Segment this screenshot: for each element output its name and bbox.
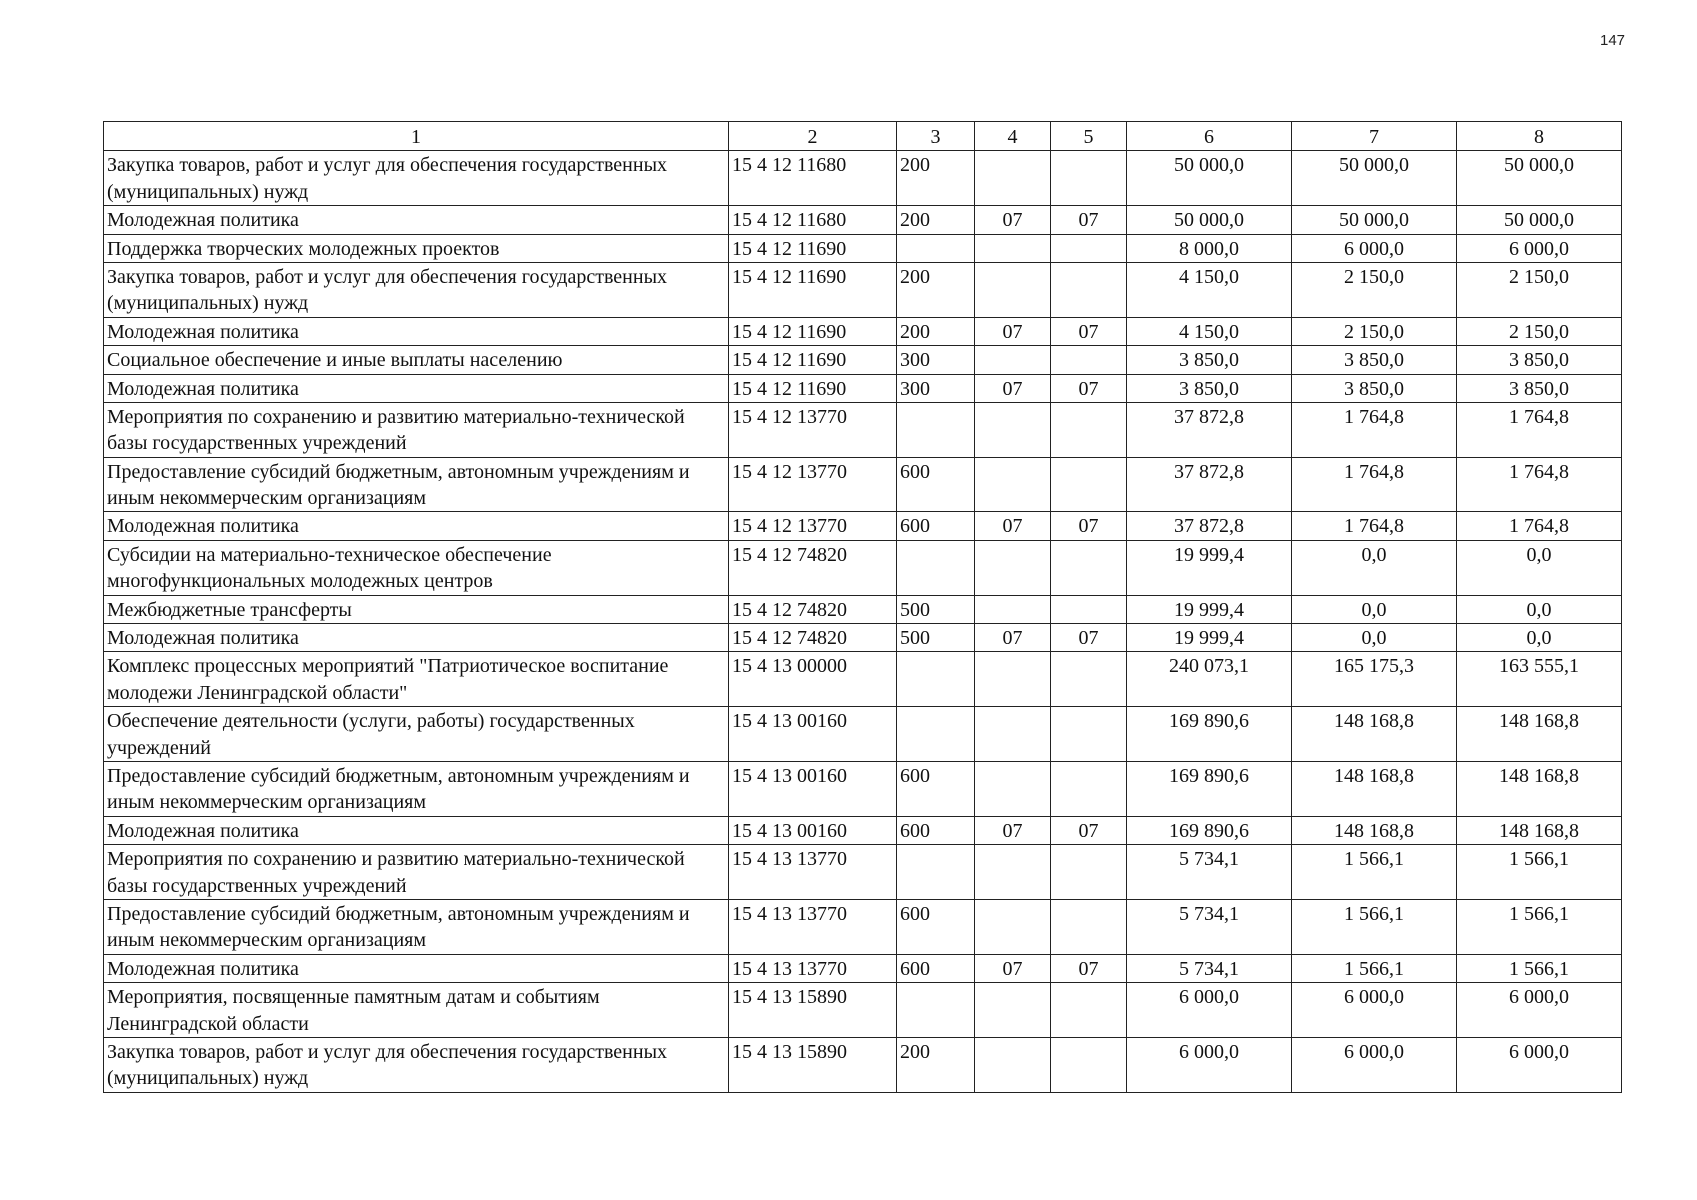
table-row <box>104 652 1622 707</box>
table-row <box>104 151 1622 206</box>
expense-type-cell <box>897 845 975 900</box>
table-row <box>104 262 1622 317</box>
amount-col6-cell: 169 890,6 <box>1127 707 1292 762</box>
amount-col6-cell: 5 734,1 <box>1127 954 1292 982</box>
row-name-cell: Молодежная политика <box>104 512 729 540</box>
subsection-cell <box>1051 262 1127 317</box>
section-cell: 07 <box>975 206 1051 234</box>
subsection-cell: 07 <box>1051 374 1127 402</box>
amount-col7-cell: 1 764,8 <box>1292 512 1457 540</box>
table-row <box>104 540 1622 595</box>
subsection-cell: 07 <box>1051 624 1127 652</box>
table-row <box>104 234 1622 262</box>
amount-col8-cell: 1 764,8 <box>1457 402 1622 457</box>
subsection-cell: 07 <box>1051 317 1127 345</box>
row-name-cell: Социальное обеспечение и иные выплаты населению <box>104 346 729 374</box>
header-cell: 4 <box>975 122 1051 151</box>
amount-col8-cell: 6 000,0 <box>1457 234 1622 262</box>
section-cell <box>975 652 1051 707</box>
amount-col7-cell: 3 850,0 <box>1292 346 1457 374</box>
amount-col7-cell: 6 000,0 <box>1292 983 1457 1038</box>
amount-col7-cell: 50 000,0 <box>1292 206 1457 234</box>
subsection-cell <box>1051 402 1127 457</box>
amount-col7-cell: 148 168,8 <box>1292 707 1457 762</box>
amount-col7-cell: 1 764,8 <box>1292 402 1457 457</box>
amount-col7-cell: 1 566,1 <box>1292 954 1457 982</box>
amount-col6-cell: 8 000,0 <box>1127 234 1292 262</box>
amount-col7-cell: 148 168,8 <box>1292 816 1457 844</box>
amount-col8-cell: 0,0 <box>1457 624 1622 652</box>
amount-col7-cell: 165 175,3 <box>1292 652 1457 707</box>
amount-col7-cell: 1 566,1 <box>1292 899 1457 954</box>
amount-col7-cell: 6 000,0 <box>1292 234 1457 262</box>
subsection-cell <box>1051 151 1127 206</box>
table-row <box>104 707 1622 762</box>
amount-col7-cell: 0,0 <box>1292 624 1457 652</box>
amount-col8-cell: 3 850,0 <box>1457 374 1622 402</box>
row-name-cell: Молодежная политика <box>104 954 729 982</box>
table-row <box>104 816 1622 844</box>
subsection-cell <box>1051 761 1127 816</box>
section-cell <box>975 1037 1051 1092</box>
table-row <box>104 457 1622 512</box>
amount-col8-cell: 50 000,0 <box>1457 151 1622 206</box>
target-code-cell: 15 4 12 13770 <box>729 512 897 540</box>
amount-col8-cell: 1 764,8 <box>1457 457 1622 512</box>
subsection-cell <box>1051 845 1127 900</box>
amount-col7-cell: 0,0 <box>1292 595 1457 623</box>
expense-type-cell <box>897 234 975 262</box>
amount-col8-cell: 6 000,0 <box>1457 983 1622 1038</box>
amount-col8-cell: 1 566,1 <box>1457 954 1622 982</box>
amount-col7-cell: 6 000,0 <box>1292 1037 1457 1092</box>
row-name-cell: Молодежная политика <box>104 374 729 402</box>
amount-col8-cell: 2 150,0 <box>1457 262 1622 317</box>
row-name-cell: Закупка товаров, работ и услуг для обеспечения государственных (муниципальных) нужд <box>104 262 729 317</box>
amount-col8-cell: 148 168,8 <box>1457 816 1622 844</box>
section-cell: 07 <box>975 512 1051 540</box>
table-row <box>104 1037 1622 1092</box>
amount-col6-cell: 19 999,4 <box>1127 595 1292 623</box>
expense-type-cell: 200 <box>897 151 975 206</box>
expense-type-cell: 200 <box>897 1037 975 1092</box>
budget-table <box>103 121 1622 1093</box>
target-code-cell: 15 4 12 11680 <box>729 151 897 206</box>
amount-col7-cell: 148 168,8 <box>1292 761 1457 816</box>
amount-col6-cell: 19 999,4 <box>1127 540 1292 595</box>
subsection-cell <box>1051 1037 1127 1092</box>
subsection-cell: 07 <box>1051 206 1127 234</box>
row-name-cell: Мероприятия по сохранению и развитию материально-технической базы государственных учреждений <box>104 845 729 900</box>
row-name-cell: Молодежная политика <box>104 206 729 234</box>
amount-col8-cell: 163 555,1 <box>1457 652 1622 707</box>
expense-type-cell: 200 <box>897 206 975 234</box>
subsection-cell <box>1051 457 1127 512</box>
expense-type-cell: 500 <box>897 624 975 652</box>
expense-type-cell <box>897 540 975 595</box>
expense-type-cell: 200 <box>897 262 975 317</box>
amount-col8-cell: 1 566,1 <box>1457 899 1622 954</box>
subsection-cell <box>1051 346 1127 374</box>
table-row <box>104 402 1622 457</box>
expense-type-cell <box>897 402 975 457</box>
target-code-cell: 15 4 12 11690 <box>729 262 897 317</box>
amount-col6-cell: 169 890,6 <box>1127 816 1292 844</box>
amount-col6-cell: 169 890,6 <box>1127 761 1292 816</box>
target-code-cell: 15 4 13 15890 <box>729 1037 897 1092</box>
table-row <box>104 317 1622 345</box>
section-cell: 07 <box>975 816 1051 844</box>
expense-type-cell <box>897 983 975 1038</box>
section-cell: 07 <box>975 624 1051 652</box>
row-name-cell: Предоставление субсидий бюджетным, автономным учреждениям и иным некоммерческим организациям <box>104 899 729 954</box>
row-name-cell: Субсидии на материально-техническое обеспечение многофункциональных молодежных центров <box>104 540 729 595</box>
header-cell: 1 <box>104 122 729 151</box>
section-cell <box>975 899 1051 954</box>
amount-col6-cell: 50 000,0 <box>1127 151 1292 206</box>
amount-col6-cell: 19 999,4 <box>1127 624 1292 652</box>
subsection-cell: 07 <box>1051 816 1127 844</box>
section-cell <box>975 983 1051 1038</box>
target-code-cell: 15 4 12 11690 <box>729 346 897 374</box>
amount-col6-cell: 37 872,8 <box>1127 457 1292 512</box>
row-name-cell: Комплекс процессных мероприятий "Патриотическое воспитание молодежи Ленинградской области" <box>104 652 729 707</box>
section-cell <box>975 151 1051 206</box>
target-code-cell: 15 4 12 11690 <box>729 317 897 345</box>
table-header-row <box>104 122 1622 151</box>
target-code-cell: 15 4 12 11690 <box>729 374 897 402</box>
subsection-cell: 07 <box>1051 954 1127 982</box>
expense-type-cell: 600 <box>897 761 975 816</box>
amount-col6-cell: 240 073,1 <box>1127 652 1292 707</box>
target-code-cell: 15 4 13 13770 <box>729 845 897 900</box>
amount-col7-cell: 2 150,0 <box>1292 317 1457 345</box>
subsection-cell <box>1051 234 1127 262</box>
header-cell: 8 <box>1457 122 1622 151</box>
amount-col8-cell: 50 000,0 <box>1457 206 1622 234</box>
row-name-cell: Межбюджетные трансферты <box>104 595 729 623</box>
target-code-cell: 15 4 12 74820 <box>729 540 897 595</box>
target-code-cell: 15 4 12 74820 <box>729 595 897 623</box>
expense-type-cell: 500 <box>897 595 975 623</box>
amount-col8-cell: 148 168,8 <box>1457 707 1622 762</box>
target-code-cell: 15 4 13 13770 <box>729 954 897 982</box>
section-cell: 07 <box>975 374 1051 402</box>
amount-col7-cell: 2 150,0 <box>1292 262 1457 317</box>
target-code-cell: 15 4 13 00000 <box>729 652 897 707</box>
amount-col8-cell: 2 150,0 <box>1457 317 1622 345</box>
row-name-cell: Обеспечение деятельности (услуги, работы) государственных учреждений <box>104 707 729 762</box>
table-row <box>104 983 1622 1038</box>
row-name-cell: Предоставление субсидий бюджетным, автономным учреждениям и иным некоммерческим организациям <box>104 761 729 816</box>
header-cell: 5 <box>1051 122 1127 151</box>
amount-col7-cell: 50 000,0 <box>1292 151 1457 206</box>
section-cell <box>975 234 1051 262</box>
expense-type-cell: 600 <box>897 899 975 954</box>
header-cell: 7 <box>1292 122 1457 151</box>
expense-type-cell: 600 <box>897 816 975 844</box>
amount-col6-cell: 3 850,0 <box>1127 374 1292 402</box>
amount-col8-cell: 1 764,8 <box>1457 512 1622 540</box>
table-row <box>104 845 1622 900</box>
section-cell: 07 <box>975 954 1051 982</box>
amount-col7-cell: 1 764,8 <box>1292 457 1457 512</box>
amount-col6-cell: 5 734,1 <box>1127 899 1292 954</box>
amount-col7-cell: 3 850,0 <box>1292 374 1457 402</box>
subsection-cell <box>1051 983 1127 1038</box>
subsection-cell <box>1051 899 1127 954</box>
amount-col6-cell: 6 000,0 <box>1127 1037 1292 1092</box>
amount-col6-cell: 5 734,1 <box>1127 845 1292 900</box>
section-cell <box>975 457 1051 512</box>
table-row <box>104 512 1622 540</box>
section-cell <box>975 346 1051 374</box>
row-name-cell: Молодежная политика <box>104 317 729 345</box>
amount-col8-cell: 6 000,0 <box>1457 1037 1622 1092</box>
header-cell: 2 <box>729 122 897 151</box>
target-code-cell: 15 4 12 13770 <box>729 402 897 457</box>
table-row <box>104 206 1622 234</box>
subsection-cell <box>1051 652 1127 707</box>
table-row <box>104 761 1622 816</box>
row-name-cell: Закупка товаров, работ и услуг для обеспечения государственных (муниципальных) нужд <box>104 151 729 206</box>
subsection-cell <box>1051 707 1127 762</box>
row-name-cell: Предоставление субсидий бюджетным, автономным учреждениям и иным некоммерческим организациям <box>104 457 729 512</box>
target-code-cell: 15 4 12 11680 <box>729 206 897 234</box>
amount-col6-cell: 37 872,8 <box>1127 402 1292 457</box>
section-cell <box>975 540 1051 595</box>
table-row <box>104 346 1622 374</box>
expense-type-cell <box>897 707 975 762</box>
target-code-cell: 15 4 12 11690 <box>729 234 897 262</box>
target-code-cell: 15 4 12 74820 <box>729 624 897 652</box>
row-name-cell: Молодежная политика <box>104 816 729 844</box>
target-code-cell: 15 4 13 15890 <box>729 983 897 1038</box>
section-cell <box>975 761 1051 816</box>
amount-col7-cell: 1 566,1 <box>1292 845 1457 900</box>
amount-col6-cell: 4 150,0 <box>1127 262 1292 317</box>
subsection-cell <box>1051 540 1127 595</box>
expense-type-cell: 600 <box>897 457 975 512</box>
amount-col8-cell: 0,0 <box>1457 595 1622 623</box>
expense-type-cell: 200 <box>897 317 975 345</box>
row-name-cell: Мероприятия, посвященные памятным датам и событиям Ленинградской области <box>104 983 729 1038</box>
amount-col6-cell: 6 000,0 <box>1127 983 1292 1038</box>
table-row <box>104 374 1622 402</box>
target-code-cell: 15 4 13 00160 <box>729 707 897 762</box>
table-row <box>104 899 1622 954</box>
table-row <box>104 624 1622 652</box>
section-cell <box>975 707 1051 762</box>
expense-type-cell: 300 <box>897 374 975 402</box>
section-cell <box>975 262 1051 317</box>
target-code-cell: 15 4 13 13770 <box>729 899 897 954</box>
section-cell <box>975 595 1051 623</box>
section-cell: 07 <box>975 317 1051 345</box>
amount-col8-cell: 3 850,0 <box>1457 346 1622 374</box>
expense-type-cell: 300 <box>897 346 975 374</box>
target-code-cell: 15 4 13 00160 <box>729 816 897 844</box>
amount-col8-cell: 1 566,1 <box>1457 845 1622 900</box>
row-name-cell: Поддержка творческих молодежных проектов <box>104 234 729 262</box>
target-code-cell: 15 4 13 00160 <box>729 761 897 816</box>
amount-col6-cell: 50 000,0 <box>1127 206 1292 234</box>
target-code-cell: 15 4 12 13770 <box>729 457 897 512</box>
expense-type-cell: 600 <box>897 954 975 982</box>
amount-col8-cell: 0,0 <box>1457 540 1622 595</box>
amount-col6-cell: 4 150,0 <box>1127 317 1292 345</box>
row-name-cell: Молодежная политика <box>104 624 729 652</box>
page-number: 147 <box>1600 32 1626 49</box>
header-cell: 3 <box>897 122 975 151</box>
expense-type-cell: 600 <box>897 512 975 540</box>
subsection-cell <box>1051 595 1127 623</box>
row-name-cell: Закупка товаров, работ и услуг для обеспечения государственных (муниципальных) нужд <box>104 1037 729 1092</box>
subsection-cell: 07 <box>1051 512 1127 540</box>
amount-col8-cell: 148 168,8 <box>1457 761 1622 816</box>
table-row <box>104 595 1622 623</box>
section-cell <box>975 845 1051 900</box>
amount-col6-cell: 3 850,0 <box>1127 346 1292 374</box>
expense-type-cell <box>897 652 975 707</box>
table-body <box>104 122 1622 1093</box>
amount-col6-cell: 37 872,8 <box>1127 512 1292 540</box>
row-name-cell: Мероприятия по сохранению и развитию материально-технической базы государственных учреждений <box>104 402 729 457</box>
header-cell: 6 <box>1127 122 1292 151</box>
table-row <box>104 954 1622 982</box>
section-cell <box>975 402 1051 457</box>
amount-col7-cell: 0,0 <box>1292 540 1457 595</box>
